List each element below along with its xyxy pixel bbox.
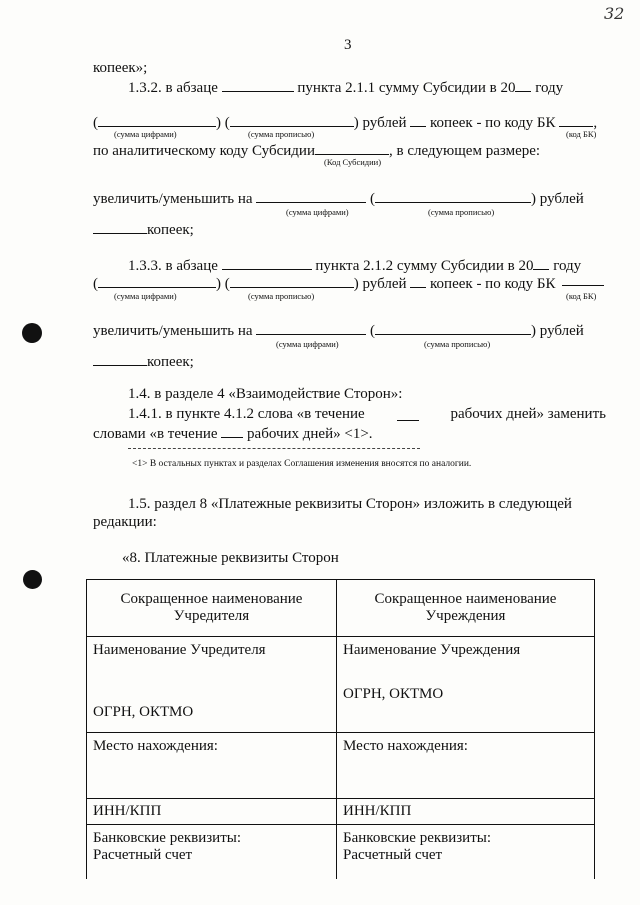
text-fragment: году <box>553 258 582 274</box>
table-cell <box>87 799 337 825</box>
caption-sum-digits: (сумма цифрами) <box>286 207 349 217</box>
blank-field <box>230 275 354 288</box>
analytic-code-line <box>93 142 540 159</box>
text-fragment: ( <box>93 276 98 292</box>
table-cell <box>87 825 337 880</box>
table-row <box>87 580 595 637</box>
header-text: Сокращенное наименование <box>374 591 557 607</box>
blank-field <box>222 79 294 92</box>
caption-sum-words: (сумма прописью) <box>248 291 315 301</box>
text-fragment: копеек; <box>147 222 194 238</box>
cell-text: Расчетный счет <box>343 847 443 864</box>
text-fragment: ( <box>93 115 98 131</box>
increase-decrease-line-1 <box>93 190 584 207</box>
clause-1-4-1-cont <box>93 425 373 442</box>
text-fragment: ) рублей <box>353 115 407 131</box>
text-fragment: копеек - по коду БК <box>430 115 556 131</box>
blank-field <box>562 285 604 286</box>
punch-hole-lower <box>23 570 42 589</box>
table-cell <box>337 580 595 637</box>
table-cell <box>337 637 595 733</box>
text-fragment: копеек - по коду БК <box>430 276 556 292</box>
cell-text: Наименование Учреждения <box>343 642 521 658</box>
caption-kod-subsidy: (Код Субсидии) <box>324 157 382 167</box>
blank-field <box>230 114 354 127</box>
blank-field <box>256 322 366 335</box>
blank-field <box>410 114 426 127</box>
punch-hole-upper <box>22 323 42 343</box>
blank-field <box>93 353 147 366</box>
header-text: Сокращенное наименование <box>120 591 303 607</box>
text-fragment: ) рублей <box>531 191 584 207</box>
clause-1-5-cont: редакции: <box>93 514 157 530</box>
header-text: Учредителя <box>173 608 250 625</box>
text-fragment: копеек; <box>147 354 194 370</box>
text-fragment: 1.3.2. в абзаце <box>128 80 218 96</box>
cell-text: ОГРН, ОКТМО <box>93 704 194 720</box>
text-fragment: ) ( <box>216 276 230 292</box>
text-fragment: рабочих дней» заменить <box>450 406 606 422</box>
text-fragment: 1.5. раздел 8 «Платежные реквизиты Сторон» изложить в следующей <box>128 496 572 512</box>
footnote: <1> В остальных пунктах и разделах Соглашения изменения вносятся по аналогии. <box>132 459 472 469</box>
text-fragment: пункта 2.1.1 сумму Субсидии в 20 <box>297 80 516 96</box>
clause-1-4: 1.4. в разделе 4 «Взаимодействие Сторон»: <box>128 386 403 402</box>
caption-kod-bk: (код БК) <box>566 291 597 301</box>
caption-sum-digits: (сумма цифрами) <box>114 129 177 139</box>
cell-text: Расчетный счет <box>93 847 193 864</box>
blank-field <box>533 257 549 270</box>
table-cell <box>337 825 595 880</box>
cell-text: Наименование Учредителя <box>93 642 266 658</box>
clause-1-3-2 <box>128 79 563 96</box>
blank-field <box>93 221 147 234</box>
text-fragment: рабочих дней» <1>. <box>247 426 373 442</box>
text-fragment: 1.3.3. в абзаце <box>128 258 218 274</box>
blank-field <box>256 190 366 203</box>
table-cell <box>87 733 337 799</box>
text-fragment: по аналитическому коду Субсидии <box>93 143 315 159</box>
text-fragment: , в следующем размере: <box>388 143 541 159</box>
section-8-title: «8. Платежные реквизиты Сторон <box>122 550 339 566</box>
caption-sum-digits: (сумма цифрами) <box>276 339 339 349</box>
caption-sum-digits: (сумма цифрами) <box>114 291 177 301</box>
sum-line-2 <box>93 275 556 292</box>
blank-field <box>410 275 426 288</box>
blank-field <box>98 114 216 127</box>
cell-text: Банковские реквизиты: <box>343 830 492 846</box>
header-text: Учреждения <box>425 608 506 625</box>
text-fragment: пункта 2.1.2 сумму Субсидии в 20 <box>315 258 534 274</box>
kopeck-line-2 <box>93 353 194 370</box>
cell-text: ИНН/КПП <box>343 803 412 819</box>
text-fragment: увеличить/уменьшить на <box>93 191 253 207</box>
table-row <box>87 825 595 880</box>
increase-decrease-line-2 <box>93 322 584 339</box>
handwritten-sheet-number: 32 <box>604 4 625 23</box>
table-cell <box>87 580 337 637</box>
text-line: копеек»; <box>93 60 148 76</box>
cell-text: Место нахождения: <box>93 738 218 754</box>
blank-field <box>221 425 243 438</box>
table-cell <box>337 733 595 799</box>
cell-text: ОГРН, ОКТМО <box>343 686 444 702</box>
text-fragment: ( <box>370 323 376 339</box>
blank-field <box>375 322 531 335</box>
footnote-separator <box>128 448 420 449</box>
caption-sum-words: (сумма прописью) <box>428 207 495 217</box>
payment-requisites-table <box>86 579 595 879</box>
clause-1-5 <box>128 497 606 512</box>
table-row <box>87 733 595 799</box>
caption-sum-words: (сумма прописью) <box>248 129 315 139</box>
blank-field <box>397 407 419 421</box>
cell-text: Место нахождения: <box>343 738 468 754</box>
caption-sum-words: (сумма прописью) <box>424 339 491 349</box>
text-fragment: словами «в течение <box>93 426 218 442</box>
cell-text: Банковские реквизиты: <box>93 830 242 846</box>
text-fragment: , <box>593 115 598 131</box>
text-fragment: ( <box>370 191 376 207</box>
table-row <box>87 799 595 825</box>
text-fragment: 1.4.1. в пункте 4.1.2 слова «в течение <box>128 406 365 422</box>
caption-kod-bk: (код БК) <box>566 129 597 139</box>
kopeck-line-1 <box>93 221 194 238</box>
cell-text: ИНН/КПП <box>93 803 162 819</box>
table-cell <box>337 799 595 825</box>
text-fragment: ) ( <box>216 115 230 131</box>
blank-field <box>98 275 216 288</box>
page-number: 3 <box>344 37 352 53</box>
blank-field <box>315 142 389 155</box>
blank-field <box>222 257 312 270</box>
table-row <box>87 637 595 733</box>
text-fragment: увеличить/уменьшить на <box>93 323 253 339</box>
blank-field <box>559 114 593 127</box>
table-cell <box>87 637 337 733</box>
text-fragment: ) рублей <box>531 323 584 339</box>
text-fragment: ) рублей <box>353 276 407 292</box>
clause-1-4-1 <box>128 407 606 422</box>
blank-field <box>515 79 531 92</box>
clause-1-3-3 <box>128 257 581 274</box>
text-fragment: году <box>535 80 564 96</box>
blank-field <box>375 190 531 203</box>
